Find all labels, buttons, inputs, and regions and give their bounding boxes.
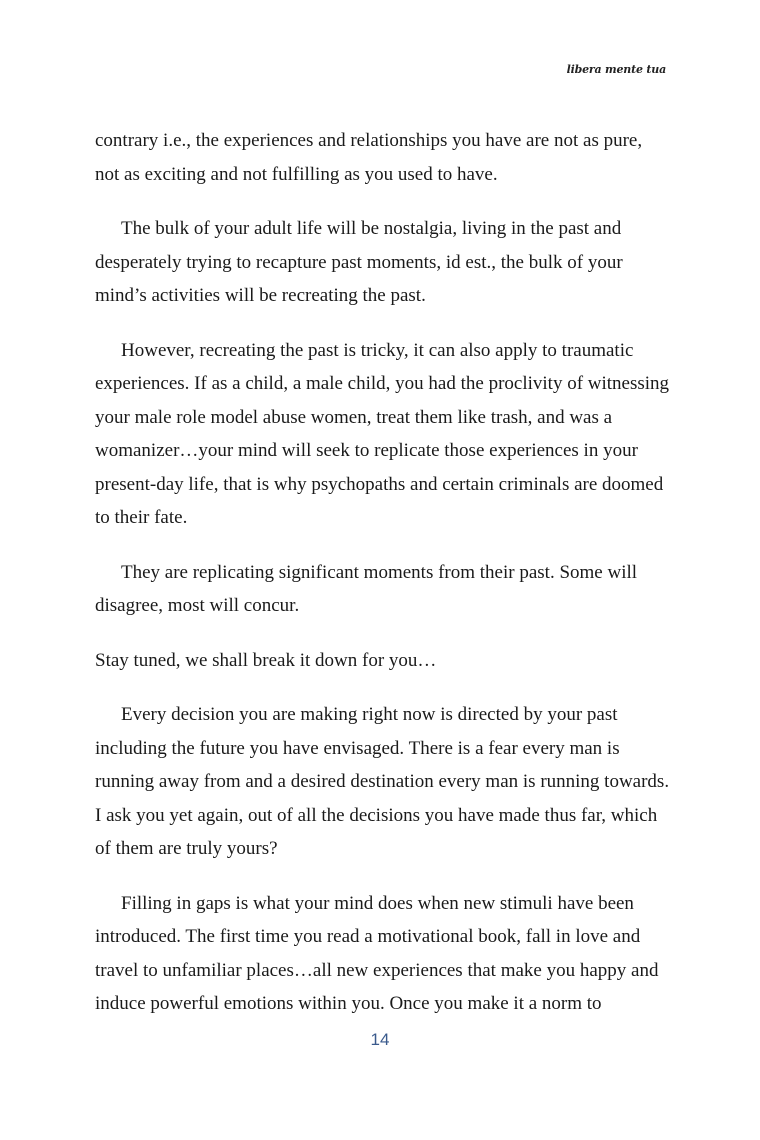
paragraph-continuation: contrary i.e., the experiences and relationships you have are not as pure, not as exciting and not fulfilling as you used to have.: [95, 130, 643, 185]
paragraph: Stay tuned, we shall break it down for you…: [95, 649, 437, 671]
paragraph: However, recreating the past is tricky, it can also apply to traumatic experiences. If as a child, a male child, you had the proclivity of witnessing your male role model abuse women, treat them like trash, and was a womanizer…your mind will seek to replicate those experiences in your present-day life, that is why psychopaths and certain criminals are doomed to their fate.: [95, 339, 670, 528]
paragraph: Filling in gaps is what your mind does when new stimuli have been introduced. The first time you read a motivational book, fall in love and travel to unfamiliar places…all new experiences that make you happy and induce powerful emotions within you. Once you make it a norm to: [95, 892, 659, 1014]
paragraph: They are replicating significant moments from their past. Some will disagree, most will concur.: [95, 561, 638, 616]
paragraph: The bulk of your adult life will be nostalgia, living in the past and desperately trying to recapture past moments, id est., the bulk of your mind’s activities will be recreating the past.: [95, 218, 623, 306]
paragraph: Every decision you are making right now is directed by your past including the future you have envisaged. There is a fear every man is running away from and a desired destination every man is running towards. I ask you yet again, out of all the decisions you have made thus far, which of them are truly yours?: [95, 704, 670, 859]
page-number: 14: [370, 1030, 390, 1049]
body-text: [95, 124, 670, 1042]
running-header: libera mente tua: [566, 63, 666, 76]
